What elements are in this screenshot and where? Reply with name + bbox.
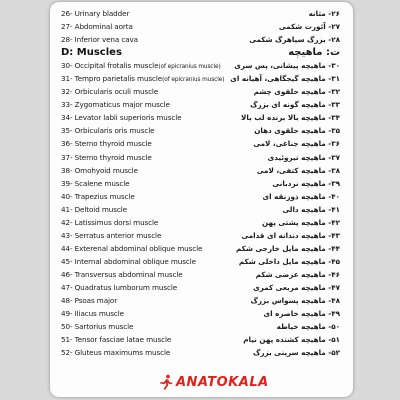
term-row <box>50 203 353 216</box>
term-persian: ۳۱- ماهیچه گیجگاهی، آهیانه ای <box>230 74 340 84</box>
term-persian: ۳۳- ماهیچه گونه ای بزرگ <box>250 100 340 110</box>
term-persian: ۳۹- ماهیچه نردبانی <box>272 178 340 188</box>
term-persian: ۳۷- ماهیچه تیروئیدی <box>267 152 340 162</box>
term-persian: ۵۱- ماهیچه کشنده پهن نیام <box>243 335 340 345</box>
term-row <box>50 333 353 346</box>
term-english: 31- Tempro parietalis muscle(of epicranius muscle) <box>61 74 225 84</box>
term-note: (of epicranius muscle) <box>162 77 225 84</box>
term-row <box>50 294 353 307</box>
term-persian: ۴۸- ماهیچه پسواس بزرگ <box>250 296 340 306</box>
term-row <box>50 124 353 137</box>
term-row <box>50 307 353 320</box>
term-english: 42- Latissimus dorsi muscle <box>61 217 159 227</box>
term-persian: ۴۶- ماهیچه عرضی شکم <box>255 269 340 279</box>
term-english: 50- Sartorius muscle <box>61 322 134 332</box>
term-row <box>50 85 353 98</box>
term-english: 30- Occipital frotalis muscle(of epicranius muscle) <box>61 61 221 71</box>
term-row <box>50 255 353 268</box>
term-row <box>50 98 353 111</box>
term-persian: ۴۲- ماهیچه پشتی پهن <box>261 217 340 227</box>
term-english: 49- Iliacus muscle <box>61 309 124 319</box>
term-row <box>50 190 353 203</box>
term-english: 28- Inferior vena cava <box>61 35 138 45</box>
term-row <box>50 320 353 333</box>
term-row <box>50 137 353 150</box>
term-persian: ۴۴- ماهیچه مایل خارجی شکم <box>236 243 340 253</box>
term-persian: ۴۳- ماهیچه دندانه ای قدامی <box>241 230 340 240</box>
term-row <box>50 151 353 164</box>
term-english: 45- Internal abdominal oblique muscle <box>61 256 196 266</box>
term-persian: ۴۹- ماهیچه خاصره ای <box>263 309 340 319</box>
term-english: 37- Sterno thyroid muscle <box>61 152 152 162</box>
term-english: 48- Psoas major <box>61 296 118 306</box>
term-persian: ۵۰- ماهیچه خیاطه <box>276 322 340 332</box>
term-persian: ۲۶- مثانه <box>308 9 340 18</box>
term-persian: ۲۷- آئورت شکمی <box>278 22 340 32</box>
term-english: 27- Abdominal aorta <box>61 22 133 32</box>
term-persian: ۳۴- ماهیچه بالا برنده لب بالا <box>241 113 340 123</box>
term-english: 26- Urinary bladder <box>61 9 130 18</box>
term-row <box>50 281 353 294</box>
term-english: 39- Scalene muscle <box>61 178 130 188</box>
section-heading-muscles <box>50 46 353 59</box>
page-card <box>50 2 353 397</box>
running-figure-icon <box>158 374 174 390</box>
logo-wordmark: ANATOKALA <box>176 374 269 390</box>
term-english: 46- Transversus abdominal muscle <box>61 269 183 279</box>
term-row <box>50 33 353 46</box>
term-persian: ۳۲- ماهیچه حلقوی چشم <box>253 87 340 97</box>
term-english: 34- Levator labii superioris muscle <box>61 113 182 123</box>
term-persian: ۵۲- ماهیچه سرینی بزرگ <box>253 348 340 358</box>
term-english: 43- Serratus anterior muscle <box>61 230 162 240</box>
term-english: 35- Orbicularis oris muscle <box>61 126 155 136</box>
term-english: 32- Orbicularis oculi muscle <box>61 87 159 97</box>
term-row <box>50 20 353 33</box>
term-row <box>50 111 353 124</box>
term-row <box>50 268 353 281</box>
term-row <box>50 59 353 72</box>
term-persian: ۴۵- ماهیچه مایل داخلی شکم <box>238 256 340 266</box>
term-persian: ۴۱- ماهیچه دالی <box>282 204 340 214</box>
term-english: 38- Omohyoid muscle <box>61 165 138 175</box>
anato-kala-logo <box>158 372 269 392</box>
term-persian: ۳۰- ماهیچه پیشانی، پس سری <box>234 61 340 71</box>
term-english: 41- Deltoid muscle <box>61 204 127 214</box>
term-persian: ۳۶- ماهیچه جناغی، لامی <box>253 139 340 149</box>
term-row <box>50 7 353 20</box>
term-row <box>50 346 353 359</box>
term-english: 51- Tensor fasciae latae muscle <box>61 335 172 345</box>
term-row <box>50 72 353 85</box>
term-english: 33- Zygomaticus major muscle <box>61 100 170 110</box>
term-row <box>50 216 353 229</box>
section-title-english: D: Muscles <box>61 47 122 59</box>
term-english: 44- Exterenal abdominal oblique muscle <box>61 243 203 253</box>
term-persian: ۴۷- ماهیچه مربعی کمری <box>253 282 340 292</box>
term-persian: ۳۸- ماهیچه کتفی، لامی <box>256 165 340 175</box>
term-row <box>50 229 353 242</box>
term-list <box>50 7 353 359</box>
section-title-persian: ت: ماهیچه <box>288 47 340 59</box>
term-row <box>50 177 353 190</box>
term-persian: ۴۰- ماهیچه ذوزنقه ای <box>262 191 340 201</box>
term-english: 36- Sterno thyroid muscle <box>61 139 152 149</box>
term-note: (of epicranius muscle) <box>158 64 221 71</box>
term-english: 52- Gluteus maximums muscle <box>61 348 171 358</box>
term-row <box>50 242 353 255</box>
term-persian: ۲۸- بزرگ سیاهرگ شکمی <box>249 35 340 45</box>
term-persian: ۳۵- ماهیچه حلقوی دهان <box>254 126 340 136</box>
term-english: 40- Trapezius muscle <box>61 191 135 201</box>
term-english: 47- Quadratus lumborum muscle <box>61 282 178 292</box>
term-row <box>50 164 353 177</box>
